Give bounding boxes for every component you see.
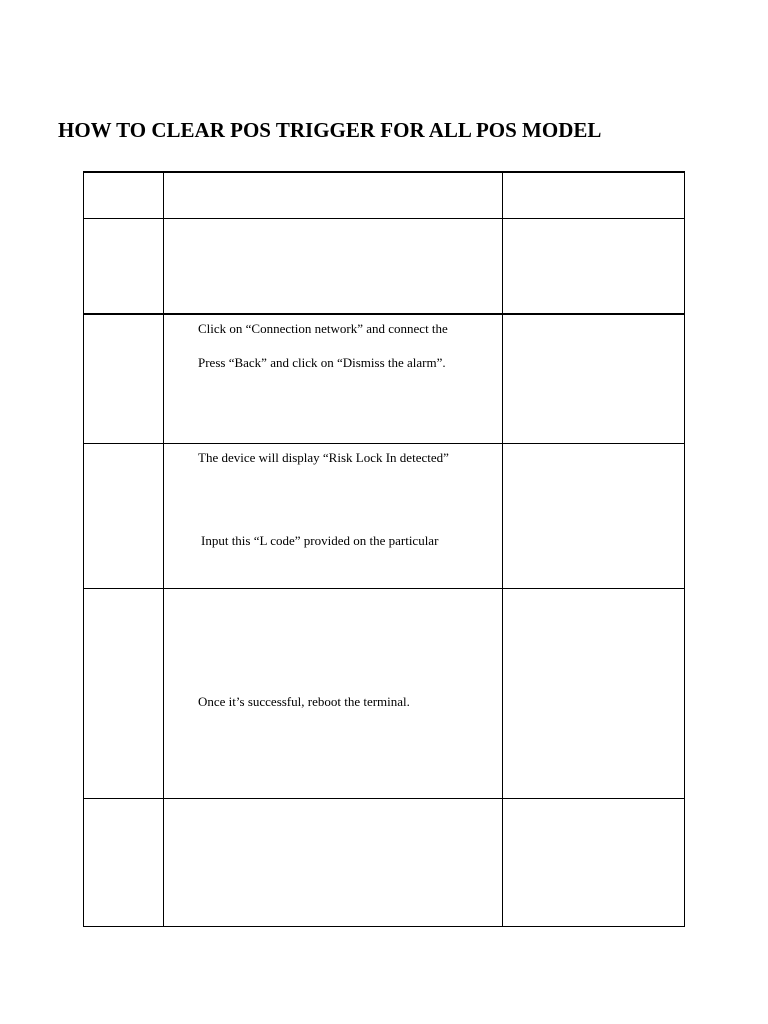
document-title: HOW TO CLEAR POS TRIGGER FOR ALL POS MODEL	[58, 118, 602, 142]
row-divider	[83, 218, 685, 219]
column-divider	[502, 171, 503, 927]
table-left-border	[83, 171, 84, 927]
row-divider	[83, 588, 685, 589]
row-divider	[83, 313, 685, 315]
table-bottom-border	[83, 926, 685, 927]
instruction-text: The device will display “Risk Lock In detected”	[198, 450, 449, 465]
instruction-text: Click on “Connection network” and connect the	[198, 321, 448, 336]
table-top-border	[83, 171, 685, 173]
instruction-text: Once it’s successful, reboot the terminal.	[198, 694, 410, 709]
row-divider	[83, 443, 685, 444]
instructions-table	[83, 171, 685, 928]
instruction-text: Press “Back” and click on “Dismiss the alarm”.	[198, 355, 446, 370]
instruction-text: Input this “L code” provided on the particular	[201, 533, 439, 548]
column-divider	[163, 171, 164, 927]
table-right-border	[684, 171, 685, 927]
row-divider	[83, 798, 685, 799]
